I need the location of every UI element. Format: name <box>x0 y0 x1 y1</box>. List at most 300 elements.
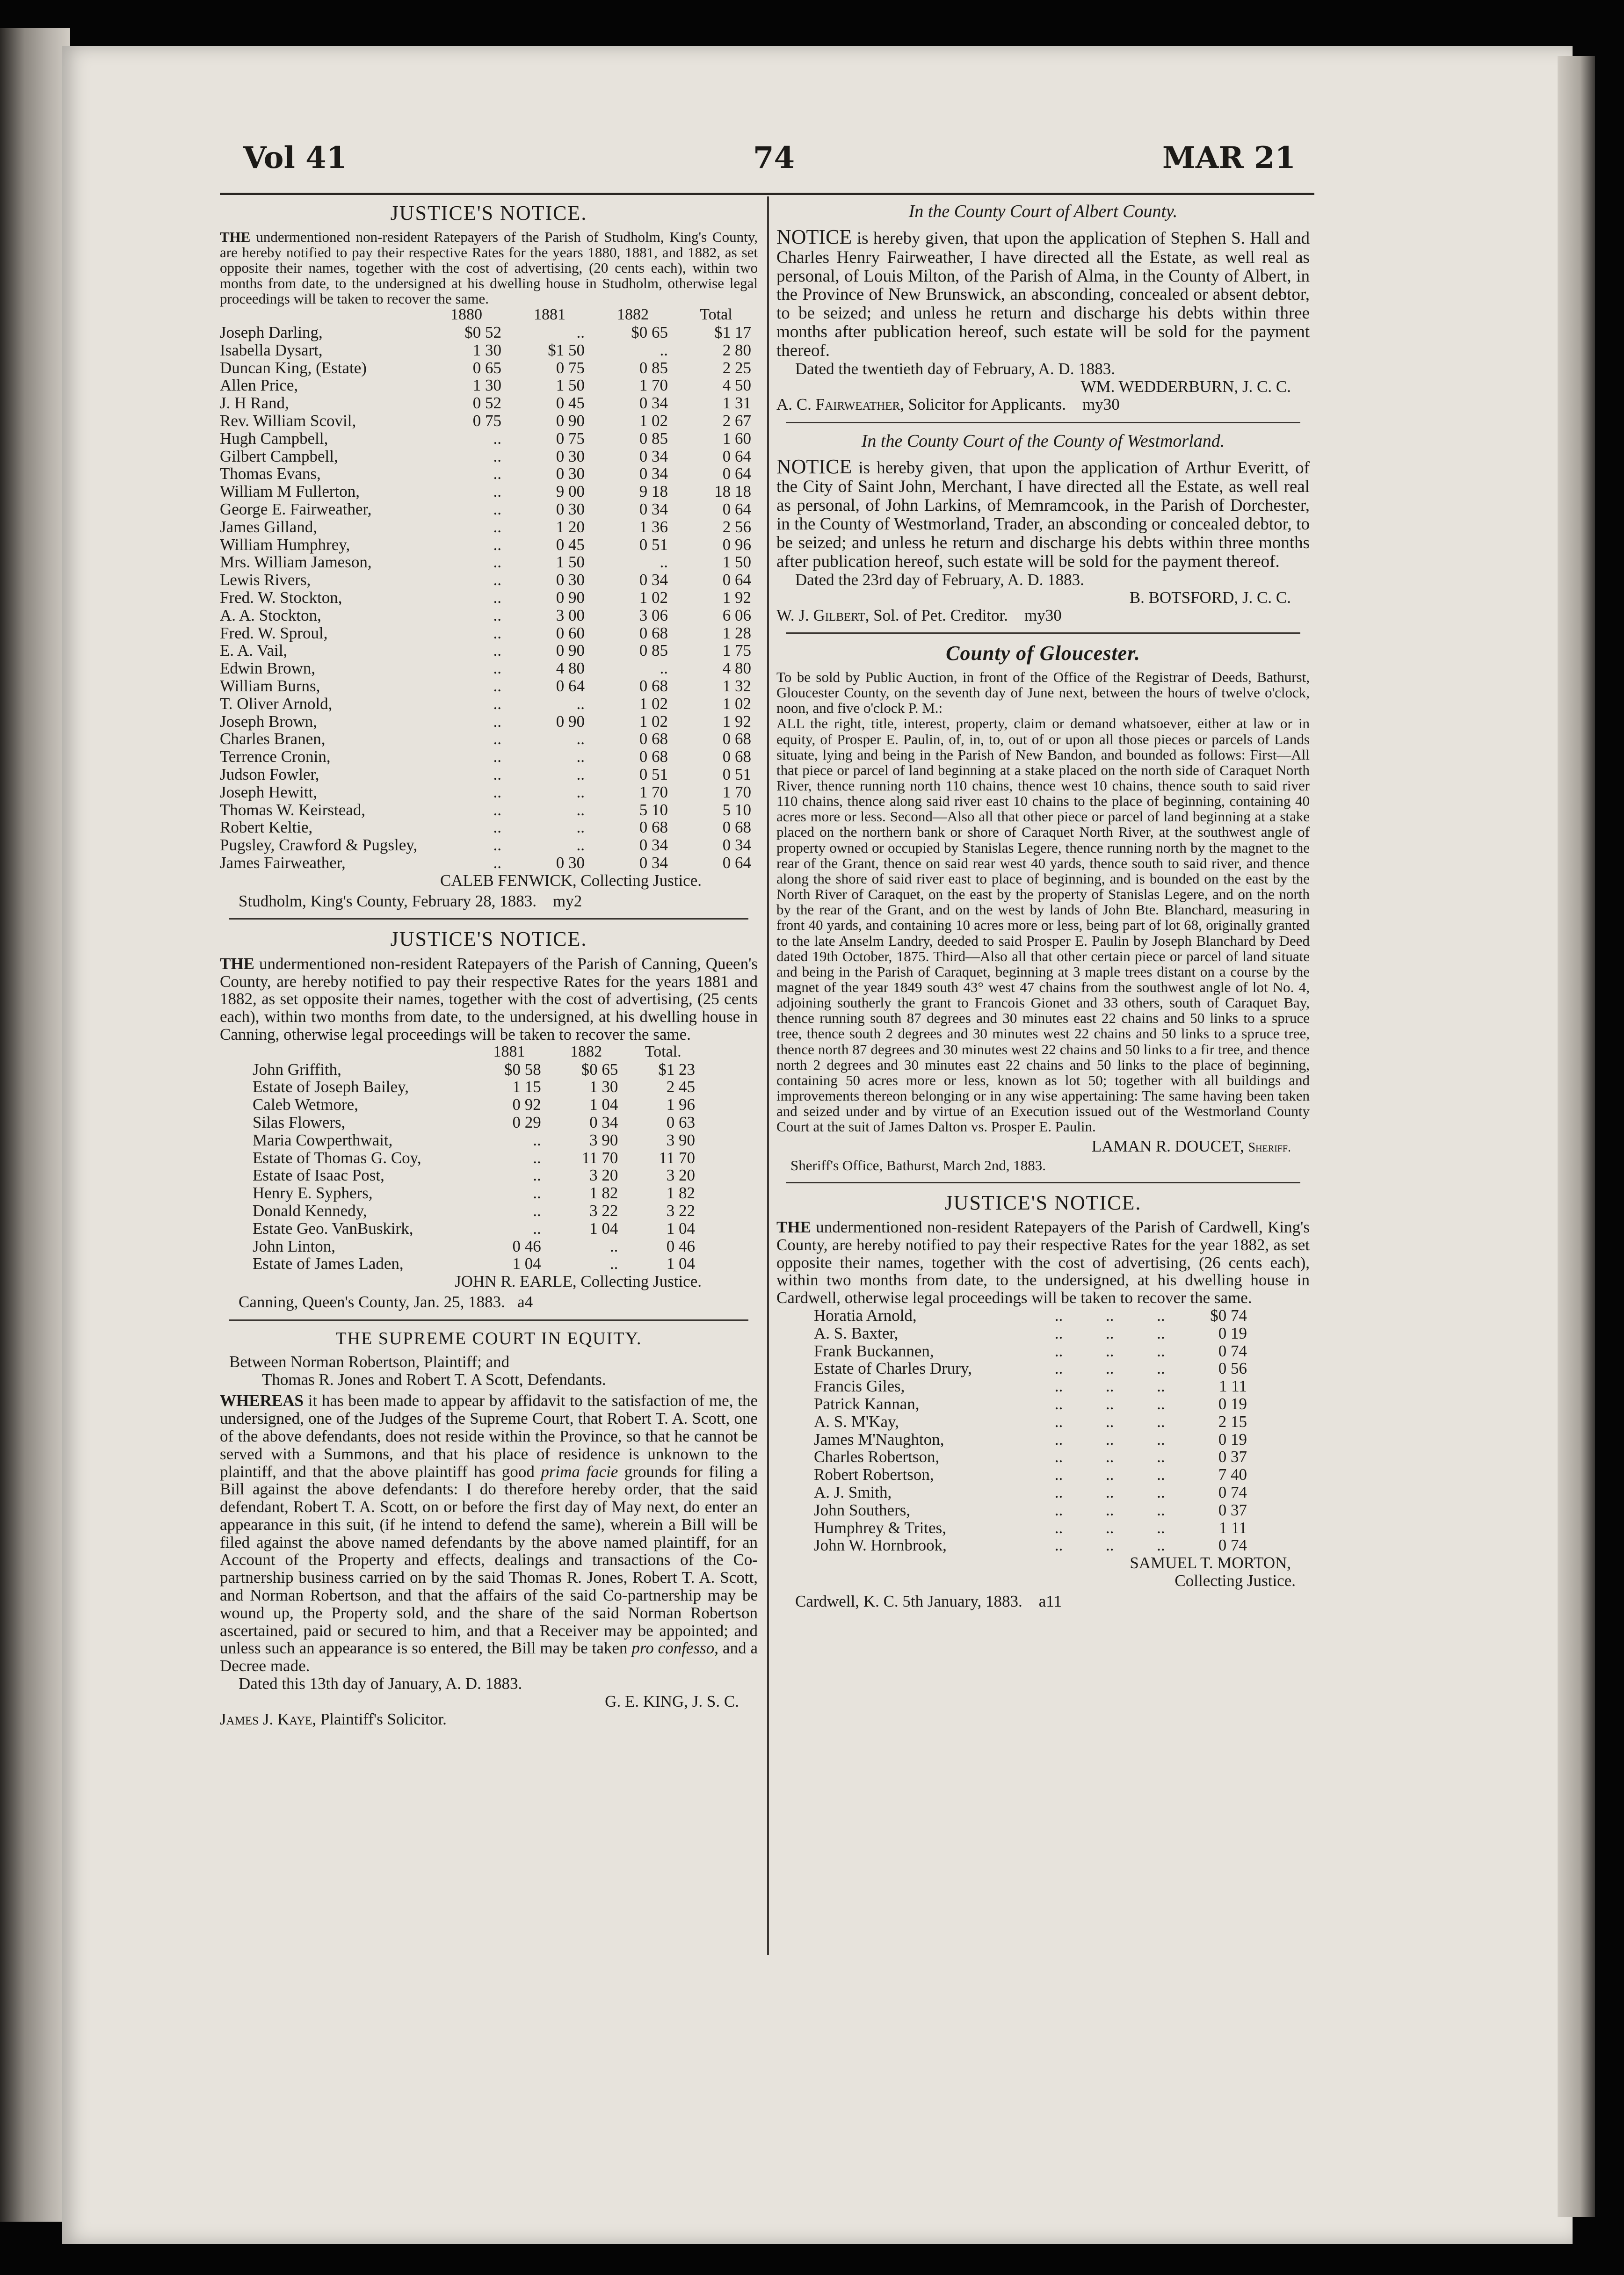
rate-value: 2 56 <box>722 517 751 536</box>
ratepayer-name: Isabella Dysart, <box>220 341 323 359</box>
rate-value: 0 30 <box>556 464 585 483</box>
rate-value: .. <box>609 1254 618 1273</box>
rate-value: .. <box>576 765 585 783</box>
rate-value: .. <box>493 535 501 554</box>
ratepayer-name: Edwin Brown, <box>220 659 316 678</box>
section-title: JUSTICE'S NOTICE. <box>390 202 587 225</box>
table-row <box>814 1360 1254 1377</box>
table-row <box>253 1184 702 1202</box>
rate-value: .. <box>533 1130 541 1149</box>
rate-value: 0 60 <box>556 623 585 642</box>
section-divider <box>786 1182 1300 1183</box>
table-row <box>220 677 758 695</box>
leader-dots: .. <box>1105 1324 1114 1342</box>
section-title: In the County Court of the County of Westmorland. <box>861 431 1225 451</box>
rate-value: 1 92 <box>722 588 751 607</box>
table-row <box>253 1131 702 1149</box>
rate-value: 3 90 <box>666 1130 695 1149</box>
notice-body: WHEREAS it has been made to appear by affidavit to the satisfaction of me, the undersigned, one of the Judges of the Supreme Court, that Robert T. A. Scott, one of the above defendants, does not reside within the Province, so that he cannot be served with a Summons, and that his place of residence is unknown to the plaintiff, and that the above plaintiff has good prima facie grounds for filing a Bill against the above defendants: I do therefore hereby order, that the said defendant, Robert T. A. Scott, on or before the first day of May next, do enter an appearance in this suit, (if he intend to defend the same), wherein a Bill will be filed against the above named defendants by the above named plaintiff, for an Account of the Property and effects, dealings and transactions of the Co-partnership business carried on by the said Thomas R. Jones, Robert T. A. Scott, and Norman Robertson, and that the affairs of the said Co-partnership may be wound up, the Property sold, and the share of the said Norman Robertson ascertained, paid or secured to him, and that a Receiver may be appointed; and unless such an appearance is so entered, the Bill may be taken pro confesso, and a Decree made. <box>220 1391 758 1675</box>
rate-value: 0 75 <box>556 429 585 448</box>
column-header: Total. <box>645 1043 682 1060</box>
rate-value: 0 56 <box>1218 1359 1247 1378</box>
sheriff-signature: LAMAN R. DOUCET, Sheriff. <box>1091 1137 1291 1155</box>
table-row <box>814 1395 1254 1413</box>
ratepayer-name: Estate of James Laden, <box>253 1254 404 1273</box>
header-rule <box>220 193 1314 195</box>
leader-dots: .. <box>1105 1341 1114 1360</box>
ratepayer-name: Judson Fowler, <box>220 765 319 783</box>
notice-body: NOTICE is hereby given, that upon the application of Stephen S. Hall and Charles Henry Fairweather, I have directed all the Estate, as well real as personal, of Louis Milton, of the Parish of Alma, in the County of Albert, in the Province of New Brunswick, an absconding, concealed or absent debtor, to be seized; and unless he return and discharge his debts within three months after publication hereof, such estate will be sold for the payment thereof. <box>776 225 1310 361</box>
leader-dots: .. <box>1157 1500 1165 1519</box>
table-row <box>220 642 758 659</box>
ratepayer-name: Joseph Darling, <box>220 323 323 342</box>
ratepayer-name: Fred. W. Sproul, <box>220 623 328 642</box>
ratepayer-name: Frank Buckannen, <box>814 1341 934 1360</box>
ratepayer-name: E. A. Vail, <box>220 641 288 660</box>
rate-value: .. <box>576 747 585 766</box>
auction-intro: To be sold by Public Auction, in front of the Office of the Registrar of Deeds, Bathurst, Gloucester County, on the seventh day of June next, between the hours of twelve o'clock, noon, and five o'clock P. M.: <box>776 668 1310 717</box>
rate-value: 0 45 <box>556 535 585 554</box>
left-column <box>220 200 758 1728</box>
rate-value: 4 80 <box>722 659 751 678</box>
rate-value: 1 96 <box>666 1095 695 1114</box>
rate-value: 0 64 <box>556 676 585 695</box>
rate-value: 18 18 <box>714 482 751 501</box>
leader-dots: .. <box>1105 1430 1114 1449</box>
rate-value: 9 00 <box>556 482 585 501</box>
rate-value: 0 37 <box>1218 1448 1247 1466</box>
westmorland-notice <box>776 432 1310 624</box>
rate-value: 5 10 <box>722 800 751 819</box>
rate-value: .. <box>576 800 585 819</box>
leader-dots: .. <box>1157 1324 1165 1342</box>
rate-value: 1 02 <box>639 412 668 430</box>
studholm-notice <box>220 202 758 910</box>
notice-body: THE undermentioned non-resident Ratepayers of the Parish of Studholm, King's County, are hereby notified to pay their respective Rates for the years 1880, 1881, and 1882, as set opposite their names, together with the cost of advertising, (20 cents each), within two months from date, to the undersigned at his dwelling house in Studholm, otherwise legal proceedings will be taken to recover the same. <box>220 228 758 307</box>
rate-value: 1 04 <box>666 1219 695 1238</box>
rate-value: 0 64 <box>722 464 751 483</box>
rate-value: .. <box>533 1148 541 1167</box>
rate-value: .. <box>493 836 501 855</box>
ratepayer-name: Estate of Joseph Bailey, <box>253 1078 409 1096</box>
judge-signature: G. E. KING, J. S. C. <box>605 1692 739 1710</box>
table-row <box>253 1166 702 1184</box>
section-title: THE SUPREME COURT IN EQUITY. <box>335 1328 642 1348</box>
rate-value: .. <box>533 1219 541 1238</box>
rate-value: .. <box>493 500 501 518</box>
table-row <box>220 518 758 536</box>
ratepayer-name: James Gilland, <box>220 517 318 536</box>
section-title: In the County Court of Albert County. <box>908 202 1178 221</box>
rate-value: 6 06 <box>722 606 751 624</box>
rate-value: 1 50 <box>556 553 585 572</box>
section-title: JUSTICE'S NOTICE. <box>390 927 587 951</box>
ratepayer-name: Estate of Thomas G. Coy, <box>253 1148 421 1167</box>
table-row <box>253 1238 702 1255</box>
section-divider <box>229 918 748 920</box>
ratepayer-name: Horatia Arnold, <box>814 1306 917 1325</box>
leader-dots: .. <box>1157 1465 1165 1484</box>
rate-value: 0 90 <box>556 712 585 731</box>
leader-dots: .. <box>1054 1518 1063 1537</box>
rate-value: .. <box>533 1184 541 1203</box>
rate-value: 0 68 <box>639 730 668 748</box>
leader-dots: .. <box>1157 1359 1165 1378</box>
rate-value: 0 92 <box>512 1095 541 1114</box>
rate-value: 2 25 <box>722 358 751 377</box>
rate-value: 1 36 <box>639 517 668 536</box>
rate-value: .. <box>660 553 668 572</box>
rate-value: .. <box>660 659 668 678</box>
ratepayer-name: Humphrey & Trites, <box>814 1518 946 1537</box>
ratepayer-name: Estate of Charles Drury, <box>814 1359 972 1378</box>
rate-value: .. <box>576 730 585 748</box>
leader-dots: .. <box>1054 1500 1063 1519</box>
rate-value: .. <box>660 341 668 359</box>
rate-value: 0 34 <box>639 394 668 413</box>
supreme-court-notice <box>220 1329 758 1728</box>
leader-dots: .. <box>1054 1448 1063 1466</box>
ratepayer-name: William Burns, <box>220 676 320 695</box>
rate-value: 1 92 <box>722 712 751 731</box>
rate-value: 0 45 <box>556 394 585 413</box>
rate-value: 0 64 <box>722 571 751 589</box>
rate-value: 0 51 <box>639 765 668 783</box>
table-row <box>220 836 758 854</box>
rate-value: 0 96 <box>722 535 751 554</box>
table-row <box>220 500 758 518</box>
leader-dots: .. <box>1054 1306 1063 1325</box>
rate-value: 3 20 <box>666 1166 695 1185</box>
rate-value: $0 52 <box>464 323 501 342</box>
notice-body: ALL the right, title, interest, property, claim or demand whatsoever, either at law or in equity, of Prosper E. Paulin, of, in, to, out of or upon all those pieces or parcels of Lands situate, lying and being in the Parish of New Bandon, and bounded as follows: First—All that piece or parcel of land beginning at a stake placed on the north side of Caraquet North River, thence running north 110 chains, thence west 10 chains, thence south to said river 110 chains, thence along said river east 10 chains to the place of beginning, containing 40 acres more or less. Second—Also all that other piece or parcel of land beginning at a stake placed on the northern bank or shore of Caraquet North River, at the southwest angle of property owned or occupied by Stanislas Legere, thence running north by the magnet to the rear of the Grant, thence on said rear west 40 yards, thence south to said river, and thence along the shore of said river east to place of beginning, and is bounded on the east by the North River of Caraquet, on the east by the property of Stanislas Legere, and on the north by the rear of the Grant, and on the west by lands of John Bte. Blanchard, measuring in front 40 yards, and containing 10 acres more or less, being part of lot 68, originally granted to the late Anselm Landry, deeded to said Prosper E. Paulin by Joseph Blanchard by Deed dated 19th October, 1875. Third—Also all that other certain piece or parcel of land situate and being in the Parish of Caraquet, beginning at 3 maple trees distant on a course by the magnet of the year 1849 south 43° west 47 chains from the southwest angle of lot No. 4, adjoining southerly the grant to Francois Gionet and 33 others, south of Caraquet Bay, thence running south 87 degrees and 30 minutes east 22 chains and 50 links to a spruce tree, thence south 2 degrees and 30 minutes west 22 chains and 50 links to a spruce tree, thence north 87 degrees and 30 minutes west 22 chains and 50 links to a fir tree, and thence north 2 degrees and 30 minutes east 22 chains and 50 links to the place of beginning, containing 50 acres more or less, known as lot 50; together with all buildings and improvements thereon belonging or in any wise appertaining: The same having been taken and seized under and by virtue of an Execution issued out of the Westmorland County Court at the suit of James Dalton vs. Prosper E. Paulin. <box>776 715 1310 1135</box>
table-row <box>220 536 758 554</box>
leader-dots: .. <box>1105 1448 1114 1466</box>
rate-value: 0 63 <box>666 1113 695 1131</box>
table-row <box>814 1325 1254 1342</box>
rate-value: 1 02 <box>639 588 668 607</box>
ratepayer-name: William M Fullerton, <box>220 482 360 501</box>
rate-value: 1 02 <box>722 694 751 713</box>
ratepayer-name: Thomas W. Keirstead, <box>220 800 366 819</box>
rates-table <box>253 1043 702 1273</box>
right-column <box>776 200 1310 1610</box>
ratepayer-name: Lewis Rivers, <box>220 571 311 589</box>
table-row <box>220 483 758 500</box>
table-row <box>220 412 758 430</box>
column-header: 1882 <box>616 306 649 324</box>
rate-value: 3 20 <box>589 1166 618 1185</box>
page-header <box>243 140 1296 192</box>
section-divider <box>786 632 1300 634</box>
leader-dots: .. <box>1105 1500 1114 1519</box>
dated-line: Dated the twentieth day of February, A. D. 1883. <box>795 360 1115 378</box>
rate-value: 0 51 <box>722 765 751 783</box>
table-row <box>220 819 758 836</box>
rate-value: 1 28 <box>722 623 751 642</box>
rate-value: 1 60 <box>722 429 751 448</box>
rate-value: 2 80 <box>722 341 751 359</box>
rate-value: 1 50 <box>556 376 585 395</box>
rate-value: .. <box>576 818 585 837</box>
ratepayer-name: Joseph Brown, <box>220 712 318 731</box>
gloucester-notice <box>776 642 1310 1173</box>
table-row <box>220 448 758 465</box>
ratepayer-name: Estate of Isaac Post, <box>253 1166 384 1185</box>
rate-value: 0 34 <box>639 853 668 872</box>
table-row <box>253 1096 702 1114</box>
column-header: 1881 <box>493 1043 525 1060</box>
ratepayer-name: Francis Giles, <box>814 1377 905 1396</box>
ratepayer-name: William Humphrey, <box>220 535 350 554</box>
leader-dots: .. <box>1105 1359 1114 1378</box>
rate-value: .. <box>493 853 501 872</box>
leader-dots: .. <box>1157 1377 1165 1396</box>
rate-value: .. <box>493 694 501 713</box>
notice-body: NOTICE is hereby given, that upon the application of Arthur Everitt, of the City of Saint John, Merchant, I have directed all the Estate, as well real as personal, of John Larkins, of Memramcook, in the Parish of Dorchester, in the County of Westmorland, Trader, an absconding or concealed debtor, to be seized; and unless he return and discharge his debts within three months after publication hereof, such estate will be sold for the payment thereof. <box>776 455 1310 572</box>
rate-value: 1 02 <box>639 694 668 713</box>
leader-dots: .. <box>1054 1430 1063 1449</box>
rate-value: 0 85 <box>639 429 668 448</box>
rate-value: 1 04 <box>512 1254 541 1273</box>
table-row <box>814 1536 1254 1554</box>
rate-value: 0 46 <box>512 1237 541 1255</box>
rate-value: 0 68 <box>639 623 668 642</box>
rate-value: 0 65 <box>472 358 501 377</box>
rate-value: 0 74 <box>1218 1341 1247 1360</box>
table-row <box>220 589 758 607</box>
rates-table <box>220 306 758 871</box>
rate-value: 0 90 <box>556 412 585 430</box>
rate-value: .. <box>576 694 585 713</box>
leader-dots: .. <box>1157 1395 1165 1413</box>
book-spine-shadow <box>0 28 70 2222</box>
place-date: Sheriff's Office, Bathurst, March 2nd, 1883. <box>790 1157 1046 1174</box>
rate-value: 0 85 <box>639 641 668 660</box>
table-row <box>253 1202 702 1220</box>
ratepayer-name: Robert Robertson, <box>814 1465 934 1484</box>
rate-value: 0 64 <box>722 853 751 872</box>
table-row <box>814 1413 1254 1431</box>
rate-value: 0 51 <box>639 535 668 554</box>
rate-value: 1 11 <box>1219 1377 1247 1396</box>
leader-dots: .. <box>1054 1412 1063 1431</box>
judge-signature: B. BOTSFORD, J. C. C. <box>1129 588 1291 607</box>
rate-value: 0 34 <box>639 500 668 518</box>
rate-value: $1 17 <box>714 323 751 342</box>
ratepayer-name: Caleb Wetmore, <box>253 1095 358 1114</box>
column-header: 1880 <box>450 306 482 324</box>
table-row <box>220 730 758 748</box>
ratepayer-name: Gilbert Campbell, <box>220 447 338 465</box>
rate-value: 1 15 <box>512 1078 541 1096</box>
ratepayer-name: Rev. William Scovil, <box>220 412 356 430</box>
rate-value: 4 50 <box>722 376 751 395</box>
table-row <box>814 1466 1254 1484</box>
table-row <box>220 553 758 571</box>
place-date: Canning, Queen's County, Jan. 25, 1883. a4 <box>239 1292 533 1311</box>
rate-value: 9 18 <box>639 482 668 501</box>
rate-value: 0 68 <box>722 747 751 766</box>
rate-value: 0 46 <box>666 1237 695 1255</box>
rate-value: .. <box>493 712 501 731</box>
rate-value: 0 75 <box>472 412 501 430</box>
rate-value: .. <box>493 730 501 748</box>
rate-value: .. <box>493 623 501 642</box>
leader-dots: .. <box>1157 1518 1165 1537</box>
rates-table-body <box>220 324 758 872</box>
parties-line: Thomas R. Jones and Robert T. A Scott, Defendants. <box>262 1370 606 1389</box>
rate-value: 1 30 <box>472 376 501 395</box>
leader-dots: .. <box>1105 1412 1114 1431</box>
rate-value: .. <box>576 782 585 801</box>
ratepayer-name: Terrence Cronin, <box>220 747 331 766</box>
table-row <box>220 324 758 341</box>
rate-value: 0 29 <box>512 1113 541 1131</box>
issue-date: MAR 21 <box>1162 140 1296 175</box>
rate-value: 0 34 <box>639 836 668 855</box>
ratepayer-name: A. S. M'Kay, <box>814 1412 899 1431</box>
page-number: 74 <box>753 140 795 175</box>
ratepayer-name: Thomas Evans, <box>220 464 321 483</box>
rate-value: .. <box>609 1237 618 1255</box>
table-row <box>253 1255 702 1273</box>
table-row <box>220 801 758 819</box>
rate-value: $1 50 <box>548 341 585 359</box>
rate-value: 1 02 <box>639 712 668 731</box>
rate-value: .. <box>493 464 501 483</box>
leader-dots: .. <box>1054 1377 1063 1396</box>
rate-value: 2 15 <box>1218 1412 1247 1431</box>
rate-value: 2 45 <box>666 1078 695 1096</box>
leader-dots: .. <box>1054 1483 1063 1501</box>
rate-value: 3 22 <box>589 1201 618 1220</box>
ratepayer-name: Robert Keltie, <box>220 818 313 837</box>
canning-notice <box>220 928 758 1311</box>
signature: CALEB FENWICK, Collecting Justice. <box>440 871 702 890</box>
notice-body: THE undermentioned non-resident Ratepayers of the Parish of Cardwell, King's County, are hereby notified to pay their respective Rates for the year 1882, as set opposite their names, together with the cost of advertising, (26 cents each), within two months from date, to the undersigned, at his dwelling house in Cardwell, otherwise legal proceedings will be taken to recover the same. <box>776 1218 1310 1307</box>
rate-value: 0 30 <box>556 447 585 465</box>
rate-value: 1 31 <box>722 394 751 413</box>
leader-dots: .. <box>1054 1359 1063 1378</box>
leader-dots: .. <box>1105 1395 1114 1413</box>
table-row <box>814 1307 1254 1325</box>
rate-value: .. <box>576 323 585 342</box>
table-row <box>814 1342 1254 1360</box>
table-row <box>220 659 758 677</box>
rate-value: 1 04 <box>589 1095 618 1114</box>
ratepayer-name: A. A. Stockton, <box>220 606 321 624</box>
ratepayer-name: Joseph Hewitt, <box>220 782 318 801</box>
dated-line: Dated this 13th day of January, A. D. 1883. <box>239 1674 522 1693</box>
signature: JOHN R. EARLE, Collecting Justice. <box>455 1272 702 1291</box>
ratepayer-name: Henry E. Syphers, <box>253 1184 373 1203</box>
rate-value: 1 70 <box>639 376 668 395</box>
table-row <box>814 1484 1254 1501</box>
ratepayer-name: George E. Fairweather, <box>220 500 372 518</box>
rate-value: 0 19 <box>1218 1324 1247 1342</box>
rate-value: 11 70 <box>581 1148 618 1167</box>
ratepayer-name: James M'Naughton, <box>814 1430 944 1449</box>
rate-value: 0 75 <box>556 358 585 377</box>
leader-dots: .. <box>1105 1465 1114 1484</box>
rate-value: 0 34 <box>639 464 668 483</box>
rate-value: .. <box>493 800 501 819</box>
ratepayer-name: Charles Branen, <box>220 730 326 748</box>
place-date: Cardwell, K. C. 5th January, 1883. a11 <box>795 1592 1062 1610</box>
table-row <box>220 854 758 872</box>
rate-value: 0 19 <box>1218 1430 1247 1449</box>
rate-value: 0 64 <box>722 447 751 465</box>
ratepayer-name: Donald Kennedy, <box>253 1201 367 1220</box>
leader-dots: .. <box>1105 1536 1114 1555</box>
signature-title: Collecting Justice. <box>1174 1571 1296 1590</box>
leader-dots: .. <box>1054 1395 1063 1413</box>
rate-value: .. <box>493 606 501 624</box>
ratepayer-name: A. S. Baxter, <box>814 1324 899 1342</box>
rate-value: 0 37 <box>1218 1500 1247 1519</box>
rate-value: 0 68 <box>639 818 668 837</box>
solicitor-line: A. C. Fairweather, Solicitor for Applicants. my30 <box>776 395 1120 413</box>
rate-value: .. <box>493 571 501 589</box>
rate-value: 1 75 <box>722 641 751 660</box>
table-row <box>814 1431 1254 1449</box>
leader-dots: .. <box>1157 1412 1165 1431</box>
ratepayer-name: Duncan King, (Estate) <box>220 358 367 377</box>
rate-value: 0 30 <box>556 500 585 518</box>
rate-value: 1 30 <box>589 1078 618 1096</box>
column-header: 1882 <box>570 1043 602 1060</box>
table-row <box>220 607 758 624</box>
rate-value: $1 23 <box>658 1060 695 1079</box>
rate-value: .. <box>493 818 501 837</box>
leader-dots: .. <box>1054 1341 1063 1360</box>
leader-dots: .. <box>1157 1430 1165 1449</box>
rate-value: 0 34 <box>722 836 751 855</box>
leader-dots: .. <box>1054 1465 1063 1484</box>
leader-dots: .. <box>1105 1483 1114 1501</box>
rate-value: 0 68 <box>722 818 751 837</box>
dated-line: Dated the 23rd day of February, A. D. 1883. <box>795 570 1084 589</box>
rate-value: .. <box>493 659 501 678</box>
rate-value: 1 11 <box>1219 1518 1247 1537</box>
rate-value: .. <box>493 641 501 660</box>
table-header-row <box>220 306 758 324</box>
table-row <box>253 1061 702 1079</box>
column-header: 1881 <box>533 306 566 324</box>
rate-value: .. <box>493 676 501 695</box>
section-title: County of Gloucester. <box>946 642 1140 665</box>
table-row <box>814 1501 1254 1519</box>
table-row <box>220 341 758 359</box>
leader-dots: .. <box>1105 1377 1114 1396</box>
ratepayer-name: John Griffith, <box>253 1060 341 1079</box>
rate-value: 1 04 <box>589 1219 618 1238</box>
table-row <box>253 1220 702 1238</box>
table-row <box>220 394 758 412</box>
ratepayer-name: J. H Rand, <box>220 394 289 413</box>
column-divider <box>767 196 769 1955</box>
rate-value: .. <box>493 747 501 766</box>
ratepayer-name: Silas Flowers, <box>253 1113 346 1131</box>
ratepayer-name: Patrick Kannan, <box>814 1395 920 1413</box>
section-divider <box>229 1319 748 1321</box>
leader-dots: .. <box>1157 1448 1165 1466</box>
table-row <box>814 1519 1254 1537</box>
table-row <box>220 377 758 394</box>
rate-value: .. <box>493 553 501 572</box>
ratepayer-name: Charles Robertson, <box>814 1448 940 1466</box>
